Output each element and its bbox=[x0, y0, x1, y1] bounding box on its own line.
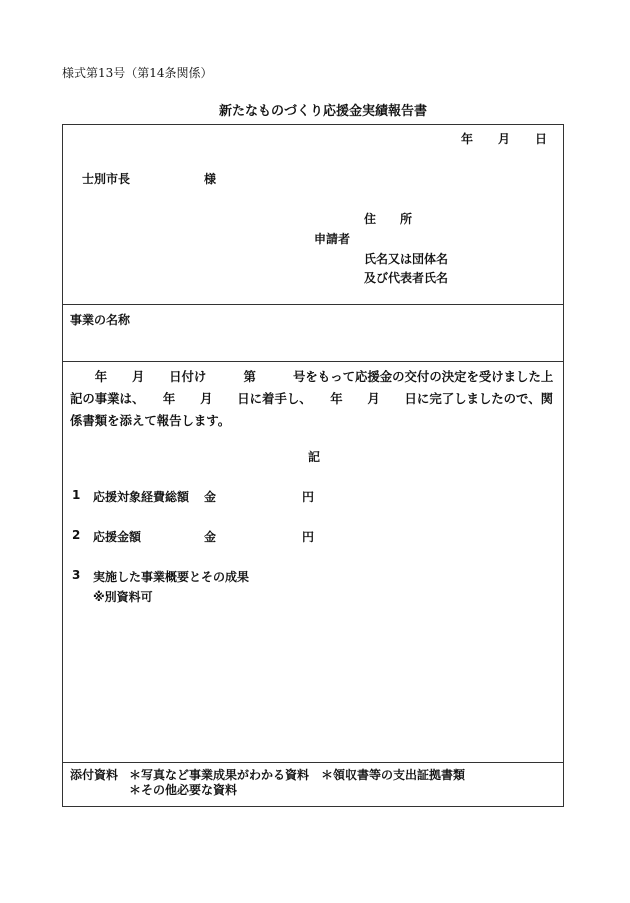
item-2-label: 応援金額 bbox=[93, 530, 142, 544]
report-body-line: 記の事業は、 年 月 日に着手し、 年 月 日に完了しましたので、関 bbox=[70, 391, 553, 406]
date-month-label: 月 bbox=[498, 132, 511, 146]
divider-attachments bbox=[62, 762, 564, 763]
date-year-label: 年 bbox=[461, 132, 474, 146]
item-3-number: 3 bbox=[72, 568, 81, 582]
item-1-kin: 金 bbox=[204, 490, 217, 504]
attachments-label: 添付資料 bbox=[70, 768, 119, 782]
addressee-honorific: 様 bbox=[204, 172, 217, 186]
item-2-number: 2 bbox=[72, 528, 81, 542]
representative-name-label: 及び代表者氏名 bbox=[364, 271, 449, 285]
date-day-label: 日 bbox=[535, 132, 548, 146]
report-body-line: 係書類を添えて報告します。 bbox=[70, 413, 231, 428]
document-title: 新たなものづくり応援金実績報告書 bbox=[219, 104, 428, 119]
project-name-label: 事業の名称 bbox=[70, 313, 131, 327]
report-body-line: 年 月 日付け 第 号をもって応援金の交付の決定を受けました上 bbox=[70, 369, 554, 384]
item-2-yen: 円 bbox=[302, 530, 315, 544]
applicant-label: 申請者 bbox=[314, 232, 351, 246]
item-1-number: 1 bbox=[72, 488, 81, 502]
item-3-label: 実施した事業概要とその成果 bbox=[93, 570, 250, 584]
item-1-label: 応援対象経費総額 bbox=[93, 490, 190, 504]
divider-project-name bbox=[62, 361, 564, 362]
divider-applicant bbox=[62, 304, 564, 305]
form-number: 様式第13号（第14条関係） bbox=[62, 66, 213, 80]
item-3-note: ※別資料可 bbox=[93, 590, 153, 604]
attachments-line-1: ＊写真など事業成果がわかる資料 ＊領収書等の支出証拠書類 bbox=[129, 768, 466, 782]
item-1-yen: 円 bbox=[302, 490, 315, 504]
addressee-name: 士別市長 bbox=[82, 172, 131, 186]
item-2-kin: 金 bbox=[204, 530, 217, 544]
attachments-line-2: ＊その他必要な資料 bbox=[129, 783, 238, 797]
applicant-name-label: 氏名又は団体名 bbox=[364, 252, 449, 266]
address-label: 住 所 bbox=[364, 212, 413, 226]
form-frame bbox=[62, 124, 564, 807]
report-body bbox=[70, 366, 558, 432]
ki-heading: 記 bbox=[308, 450, 321, 464]
